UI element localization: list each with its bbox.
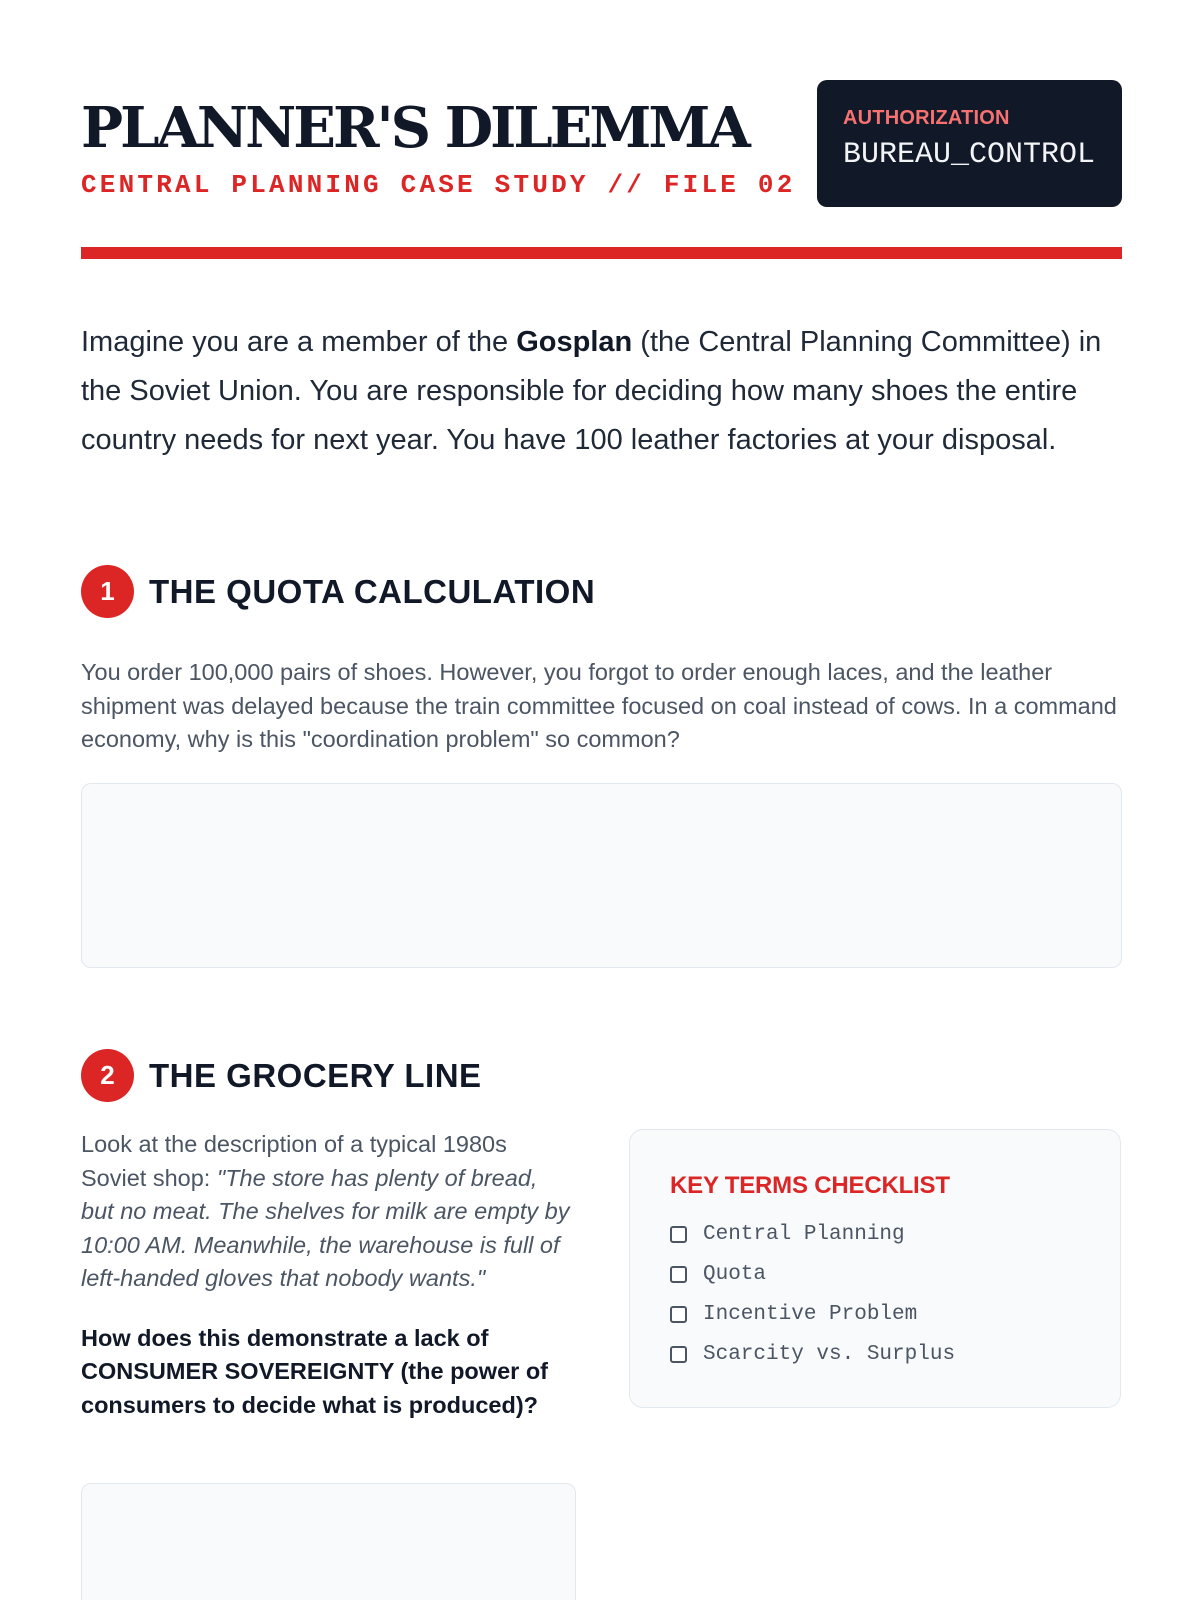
- checklist-item[interactable]: [670, 1334, 1080, 1374]
- intro-text-end: (the Central Planning Committee) in the Soviet Union. You are responsible for deciding how many shoes the entire country needs for next year. You have 100 leather factories at your disposal.: [81, 326, 1102, 456]
- section-1-header: [81, 565, 595, 618]
- shop-description-quote: "The store has plenty of bread, but no meat. The shelves for milk are empty by 10:00 AM. Meanwhile, the warehouse is full of left-handed gloves that nobody wants.": [81, 1164, 570, 1291]
- section-2-header: [81, 1049, 482, 1102]
- authorization-value: BUREAU_CONTROL: [843, 138, 1096, 172]
- header-divider: [81, 247, 1122, 259]
- checklist-title: KEY TERMS CHECKLIST: [670, 1172, 950, 1199]
- section-1-prompt: You order 100,000 pairs of shoes. However, you forgot to order enough laces, and the leather shipment was delayed because the train committee focused on coal instead of cows. In a command economy, why is this "coordination problem" so common?: [81, 659, 1117, 752]
- section-2-question: How does this demonstrate a lack of CONSUMER SOVEREIGNTY (the power of consumers to decide what is produced)?: [81, 1324, 548, 1418]
- section-2-lead-text: Look at the description of a typical 1980s Soviet shop:: [81, 1131, 507, 1191]
- page-subtitle: CENTRAL PLANNING CASE STUDY // FILE 02: [81, 170, 796, 200]
- checkbox[interactable]: [670, 1306, 687, 1323]
- intro-text-start: Imagine you are a member of the: [81, 326, 517, 358]
- section-title: THE QUOTA CALCULATION: [149, 572, 596, 610]
- checklist-items: [670, 1214, 1080, 1374]
- section-2-prompt: [81, 1128, 576, 1296]
- checklist-item-label: Central Planning: [703, 1222, 905, 1246]
- section-1-answer-field[interactable]: [81, 783, 1122, 968]
- checkbox[interactable]: [670, 1266, 687, 1283]
- section-2-answer-field[interactable]: [81, 1483, 576, 1600]
- checkbox[interactable]: [670, 1346, 687, 1363]
- page-title: PLANNER'S DILEMMA: [81, 95, 748, 161]
- section-number-badge: 2: [81, 1049, 134, 1102]
- section-2-content: [81, 1128, 576, 1422]
- section-number-badge: 1: [81, 565, 134, 618]
- intro-paragraph: [81, 318, 1122, 465]
- intro-bold-term: Gosplan: [516, 326, 633, 358]
- authorization-label: AUTHORIZATION: [843, 107, 1010, 129]
- checklist-item[interactable]: [670, 1214, 1080, 1254]
- checklist-item-label: Incentive Problem: [703, 1302, 918, 1326]
- authorization-badge: [817, 80, 1122, 207]
- checklist-item-label: Scarcity vs. Surplus: [703, 1342, 956, 1366]
- key-terms-checklist: [629, 1129, 1121, 1408]
- checklist-item[interactable]: [670, 1294, 1080, 1334]
- section-title: THE GROCERY LINE: [149, 1056, 482, 1094]
- header: [81, 80, 1122, 262]
- worksheet-page: [81, 0, 1122, 1600]
- checklist-item-label: Quota: [703, 1262, 767, 1286]
- checklist-item[interactable]: [670, 1254, 1080, 1294]
- checkbox[interactable]: [670, 1226, 687, 1243]
